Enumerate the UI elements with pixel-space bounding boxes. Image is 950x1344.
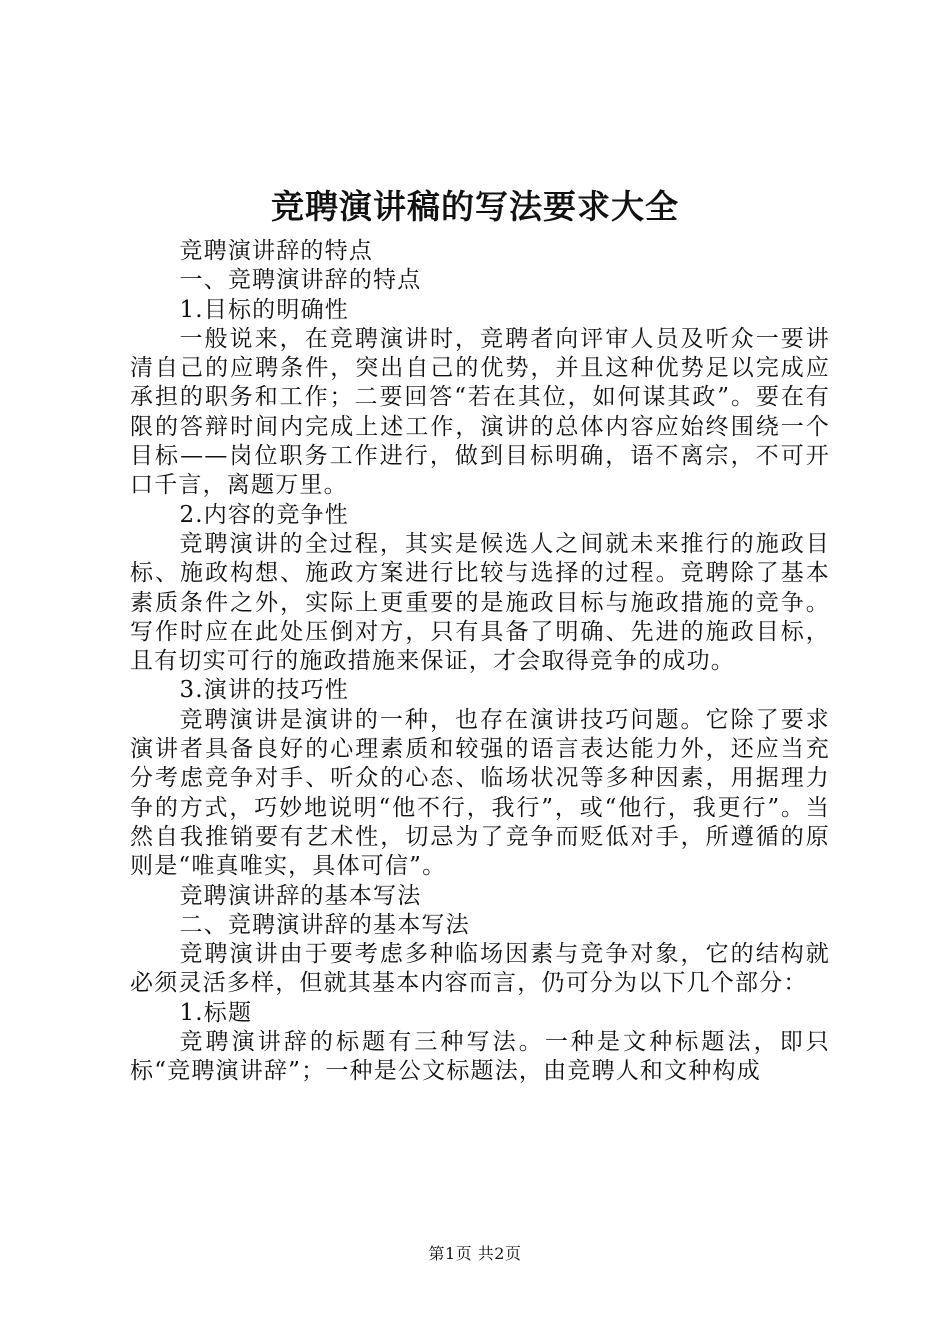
paragraph-subheading: 1.标题: [179, 999, 253, 1026]
paragraph-body: 竞聘演讲辞的标题有三种写法。一种是文种标题法，即只标“竞聘演讲辞”；一种是公文标题法，由竞聘人和文种构成: [130, 1029, 830, 1085]
page-footer: 第1页 共2页: [428, 1244, 522, 1263]
paragraph-heading: 竞聘演讲辞的基本写法: [179, 882, 422, 909]
document-body: [130, 237, 830, 1087]
paragraph-body: 竞聘演讲由于要考虑多种临场因素与竞争对象，它的结构就必须灵活多样，但就其基本内容而言，仍可分为以下几个部分：: [130, 941, 830, 997]
paragraph-subheading: 3.演讲的技巧性: [179, 677, 349, 704]
paragraph-subheading: 1.目标的明确性: [179, 296, 349, 323]
paragraph-heading: 竞聘演讲辞的特点: [179, 238, 374, 264]
paragraph-body: 竞聘演讲的全过程，其实是候选人之间就未来推行的施政目标、施政构想、施政方案进行比较与选择的过程。竞聘除了基本素质条件之外，实际上更重要的是施政目标与施政措施的竞争。写作时应在此处压倒对方，只有具备了明确、先进的施政目标，且有切实可行的施政措施来保证，才会取得竞争的成功。: [130, 530, 830, 675]
paragraph-body: 竞聘演讲是演讲的一种，也存在演讲技巧问题。它除了要求演讲者具备良好的心理素质和较强的语言表达能力外，还应当充分考虑竞争对手、听众的心态、临场状况等多种因素，用据理力争的方式，巧妙地说明“他不行，我行”，或“他行，我更行”。当然自我推销要有艺术性，切忌为了竞争而贬低对手，所遵循的原则是“唯真唯实，具体可信”。: [130, 706, 830, 880]
paragraph-section-heading: 一、竞聘演讲辞的特点: [179, 267, 422, 294]
paragraph-section-heading: 二、竞聘演讲辞的基本写法: [179, 911, 470, 938]
paragraph-body: 一般说来，在竞聘演讲时，竞聘者向评审人员及听众一要讲清自己的应聘条件，突出自己的优势，并且这种优势足以完成应承担的职务和工作；二要回答“若在其位，如何谋其政”。要在有限的答辩时间内完成上述工作，演讲的总体内容应始终围绕一个目标——岗位职务工作进行，做到目标明确，语不离宗，不可开口千言，离题万里。: [130, 325, 830, 499]
document-title: 竞聘演讲稿的写法要求大全: [271, 187, 679, 226]
paragraph-subheading: 2.内容的竞争性: [179, 501, 349, 528]
